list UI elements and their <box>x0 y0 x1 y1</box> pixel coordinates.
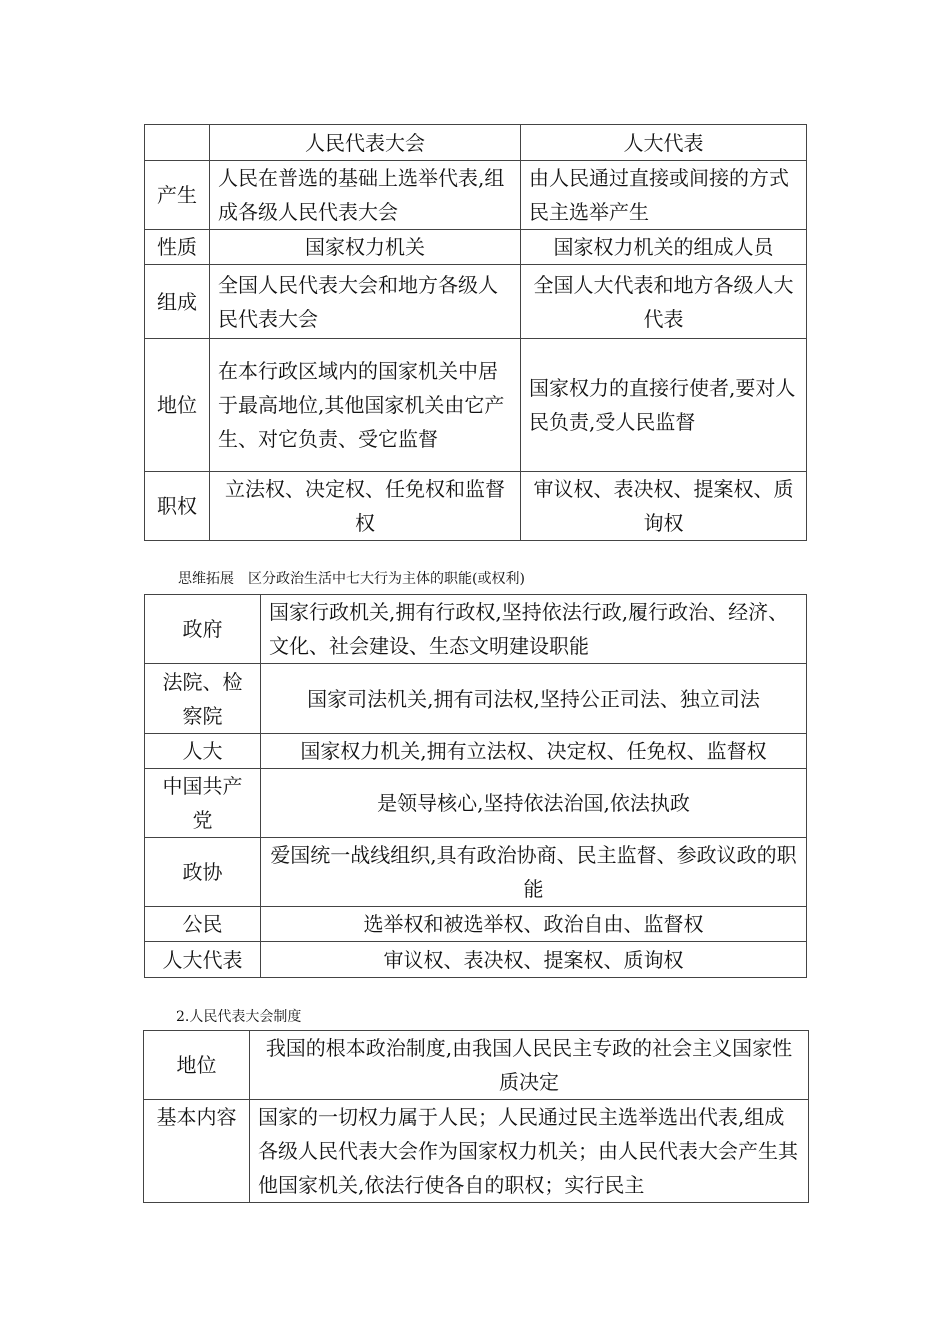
table-cell: 由人民通过直接或间接的方式民主选举产生 <box>521 161 807 230</box>
table-row <box>145 769 807 838</box>
row-label: 公民 <box>145 907 261 942</box>
row-label: 政府 <box>145 595 261 664</box>
table-row <box>145 907 807 942</box>
table-cell: 审议权、表决权、提案权、质询权 <box>521 472 807 541</box>
table-cell: 是领导核心,坚持依法治国,依法执政 <box>261 769 807 838</box>
table-cell: 我国的根本政治制度,由我国人民民主专政的社会主义国家性质决定 <box>250 1031 809 1100</box>
row-label: 人大代表 <box>145 942 261 978</box>
table-row <box>145 265 807 339</box>
table-cell: 国家权力机关的组成人员 <box>521 230 807 265</box>
section-heading: 2.人民代表大会制度 <box>176 1009 302 1025</box>
table-row <box>145 230 807 265</box>
table-header-cell <box>145 125 210 161</box>
system-table <box>143 1030 809 1203</box>
row-label: 地位 <box>144 1031 250 1100</box>
table-row <box>144 1031 809 1100</box>
table-cell: 立法权、决定权、任免权和监督权 <box>210 472 521 541</box>
row-label: 基本内容 <box>144 1100 250 1203</box>
comparison-table <box>144 124 807 541</box>
table-row <box>145 339 807 472</box>
table-cell: 选举权和被选举权、政治自由、监督权 <box>261 907 807 942</box>
table-row <box>144 1100 809 1203</box>
row-label: 组成 <box>145 265 210 339</box>
table-cell: 国家的一切权力属于人民；人民通过民主选举选出代表,组成各级人民代表大会作为国家权力机关；由人民代表大会产生其他国家机关,依法行使各自的职权；实行民主 <box>250 1100 809 1203</box>
table-header-cell: 人大代表 <box>521 125 807 161</box>
row-label: 政协 <box>145 838 261 907</box>
table-cell: 国家权力机关,拥有立法权、决定权、任免权、监督权 <box>261 734 807 769</box>
table-cell: 审议权、表决权、提案权、质询权 <box>261 942 807 978</box>
table-cell: 全国人民代表大会和地方各级人民代表大会 <box>210 265 521 339</box>
table-row <box>145 664 807 734</box>
table-cell: 人民在普选的基础上选举代表,组成各级人民代表大会 <box>210 161 521 230</box>
section-caption: 思维拓展 区分政治生活中七大行为主体的职能(或权利) <box>178 571 525 587</box>
table-row <box>145 595 807 664</box>
table-cell: 国家司法机关,拥有司法权,坚持公正司法、独立司法 <box>261 664 807 734</box>
table-row <box>145 942 807 978</box>
table-header-row <box>145 125 807 161</box>
table-row <box>145 472 807 541</box>
table-row <box>145 734 807 769</box>
row-label: 产生 <box>145 161 210 230</box>
row-label: 地位 <box>145 339 210 472</box>
table-cell: 国家权力机关 <box>210 230 521 265</box>
table-cell: 全国人大代表和地方各级人大代表 <box>521 265 807 339</box>
row-label: 人大 <box>145 734 261 769</box>
table-cell: 在本行政区域内的国家机关中居于最高地位,其他国家机关由它产生、对它负责、受它监督 <box>210 339 521 472</box>
row-label: 法院、检察院 <box>145 664 261 734</box>
table-cell: 国家权力的直接行使者,要对人民负责,受人民监督 <box>521 339 807 472</box>
row-label: 中国共产党 <box>145 769 261 838</box>
table-row <box>145 161 807 230</box>
table-row <box>145 838 807 907</box>
functions-table <box>144 594 807 978</box>
table-cell: 国家行政机关,拥有行政权,坚持依法行政,履行政治、经济、文化、社会建设、生态文明建设职能 <box>261 595 807 664</box>
table-cell: 爱国统一战线组织,具有政治协商、民主监督、参政议政的职能 <box>261 838 807 907</box>
row-label: 职权 <box>145 472 210 541</box>
table-header-cell: 人民代表大会 <box>210 125 521 161</box>
row-label: 性质 <box>145 230 210 265</box>
